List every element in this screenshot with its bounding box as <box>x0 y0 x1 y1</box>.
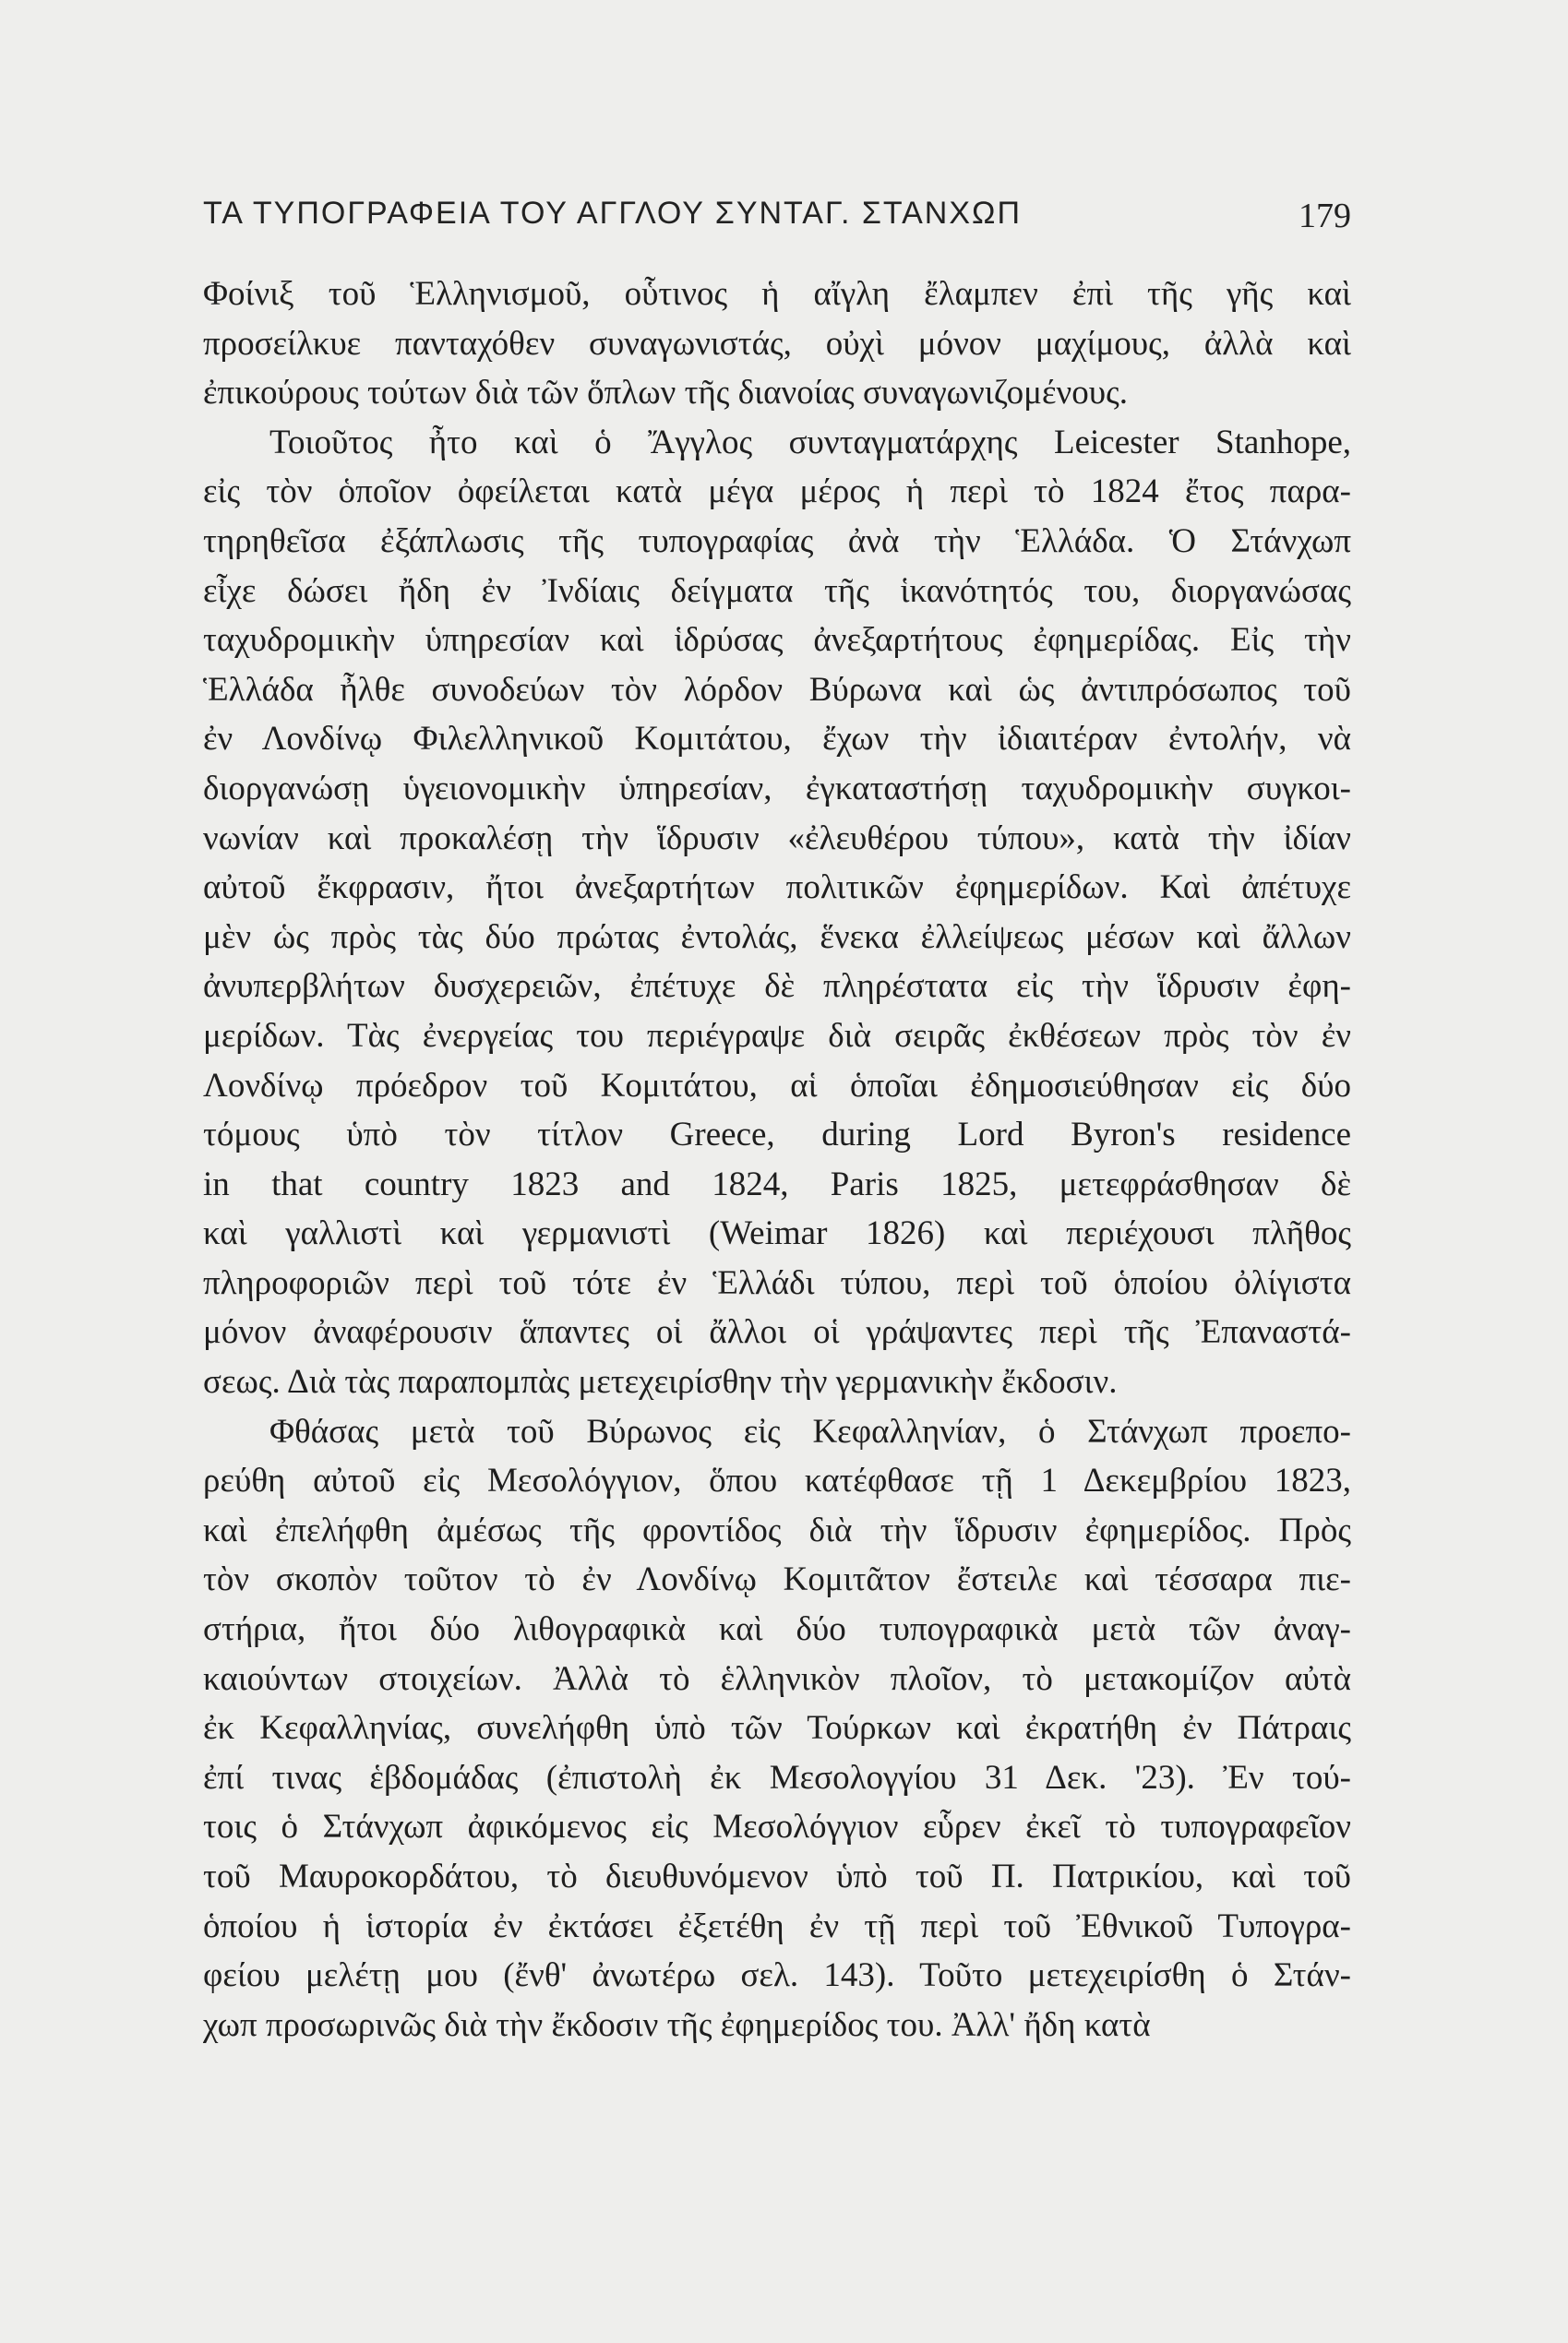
text-line: φείου μελέτῃ μου (ἔνθ' ἀνωτέρω σελ. 143). Τοῦτο μετεχειρίσθη ὁ Στάν- <box>203 1956 1351 1995</box>
text-line: καὶ ἐπελήφθη ἀμέσως τῆς φροντίδος διὰ τὴν ἵδρυσιν ἐφημερίδος. Πρὸς <box>203 1511 1351 1549</box>
text-line: ἀνυπερβλήτων δυσχερειῶν, ἐπέτυχε δὲ πληρέστατα εἰς τὴν ἵδρυσιν ἐφη- <box>203 967 1351 1006</box>
text-line: ταχυδρομικὴν ὑπηρεσίαν καὶ ἱδρύσας ἀνεξαρτήτους ἐφημερίδας. Εἰς τὴν <box>203 621 1351 660</box>
text-line: Τοιοῦτος ἦτο καὶ ὁ Ἄγγλος συνταγματάρχης Leicester Stanhope, <box>269 423 1351 461</box>
text-line: ἐν Λονδίνῳ Φιλελληνικοῦ Κομιτάτου, ἔχων τὴν ἰδιαιτέραν ἐντολήν, νὰ <box>203 720 1351 759</box>
page-header <box>203 196 1351 247</box>
text-line: τόμους ὑπὸ τὸν τίτλον Greece, during Lord Byron's residence <box>203 1116 1351 1154</box>
text-line: σεως. Διὰ τὰς παραπομπὰς μετεχειρίσθην τὴν γερμανικὴν ἔκδοσιν. <box>203 1363 1118 1402</box>
text-line: προσείλκυε πανταχόθεν συναγωνιστάς, οὐχὶ μόνον μαχίμους, ἀλλὰ καὶ <box>203 324 1351 363</box>
text-line: νωνίαν καὶ προκαλέσῃ τὴν ἵδρυσιν «ἐλευθέρου τύπου», κατὰ τὴν ἰδίαν <box>203 819 1351 857</box>
text-line: αὐτοῦ ἔκφρασιν, ἤτοι ἀνεξαρτήτων πολιτικῶν ἐφημερίδων. Καὶ ἀπέτυχε <box>203 868 1351 907</box>
text-line: πληροφοριῶν περὶ τοῦ τότε ἐν Ἑλλάδι τύπου, περὶ τοῦ ὁποίου ὀλίγιστα <box>203 1263 1351 1302</box>
text-line: τὸν σκοπὸν τοῦτον τὸ ἐν Λονδίνῳ Κομιτᾶτον ἔστειλε καὶ τέσσαρα πιε- <box>203 1560 1351 1599</box>
text-line: καὶ γαλλιστὶ καὶ γερμανιστὶ (Weimar 1826) καὶ περιέχουσι πλῆθος <box>203 1214 1351 1253</box>
text-line: τηρηθεῖσα ἐξάπλωσις τῆς τυπογραφίας ἀνὰ τὴν Ἑλλάδα. Ὁ Στάνχωπ <box>203 521 1351 560</box>
text-line: μόνον ἀναφέρουσιν ἅπαντες οἱ ἄλλοι οἱ γράψαντες περὶ τῆς Ἐπαναστά- <box>203 1313 1351 1352</box>
paragraph <box>203 269 1351 418</box>
paragraph <box>203 418 1351 1407</box>
text-line: τοῦ Μαυροκορδάτου, τὸ διευθυνόμενον ὑπὸ τοῦ Π. Πατρικίου, καὶ τοῦ <box>203 1858 1351 1895</box>
page-number: 179 <box>1299 197 1351 235</box>
text-line: Λονδίνῳ πρόεδρον τοῦ Κομιτάτου, αἱ ὁποῖαι ἐδημοσιεύθησαν εἰς δύο <box>203 1066 1351 1105</box>
text-line: εἶχε δώσει ἤδη ἐν Ἰνδίαις δείγματα τῆς ἱκανότητός του, διοργανώσας <box>203 571 1351 610</box>
text-line: Φοίνιξ τοῦ Ἑλληνισμοῦ, οὗτινος ἡ αἴγλη ἔλαμπεν ἐπὶ τῆς γῆς καὶ <box>203 275 1351 313</box>
body-text <box>203 269 1351 2050</box>
text-line: Ἑλλάδα ἦλθε συνοδεύων τὸν λόρδον Βύρωνα καὶ ὡς ἀντιπρόσωπος τοῦ <box>203 670 1351 709</box>
text-line: ἐκ Κεφαλληνίας, συνελήφθη ὑπὸ τῶν Τούρκων καὶ ἐκρατήθη ἐν Πάτραις <box>203 1709 1351 1748</box>
text-line: ρεύθη αὐτοῦ εἰς Μεσολόγγιον, ὅπου κατέφθασε τῇ 1 Δεκεμβρίου 1823, <box>203 1462 1351 1500</box>
text-line: μὲν ὡς πρὸς τὰς δύο πρώτας ἐντολάς, ἕνεκα ἐλλείψεως μέσων καὶ ἄλλων <box>203 917 1351 956</box>
text-line: διοργανώσῃ ὑγειονομικὴν ὑπηρεσίαν, ἐγκαταστήσῃ ταχυδρομικὴν συγκοι- <box>203 769 1351 807</box>
text-line: καιούντων στοιχείων. Ἀλλὰ τὸ ἑλληνικὸν πλοῖον, τὸ μετακομίζον αὐτὰ <box>203 1659 1351 1698</box>
text-line: ἐπί τινας ἑβδομάδας (ἐπιστολὴ ἐκ Μεσολογγίου 31 Δεκ. '23). Ἐν τού- <box>203 1758 1351 1797</box>
paragraph <box>203 1407 1351 2050</box>
text-line: in that country 1823 and 1824, Paris 1825, μετεφράσθησαν δὲ <box>203 1165 1351 1203</box>
text-line: ἐπικούρους τούτων διὰ τῶν ὅπλων τῆς διανοίας συναγωνιζομένους. <box>203 374 1128 412</box>
text-line: μερίδων. Τὰς ἐνεργείας του περιέγραψε διὰ σειρᾶς ἐκθέσεων πρὸς τὸν ἐν <box>203 1016 1351 1055</box>
text-line: Φθάσας μετὰ τοῦ Βύρωνος εἰς Κεφαλληνίαν, ὁ Στάνχωπ προεπο- <box>269 1412 1351 1451</box>
running-title: ΤΑ ΤΥΠΟΓΡΑΦΕΙΑ ΤΟΥ ΑΓΓΛΟΥ ΣΥΝΤΑΓ. ΣΤΑΝΧΩΠ <box>203 196 1022 231</box>
text-line: εἰς τὸν ὁποῖον ὀφείλεται κατὰ μέγα μέρος ἡ περὶ τὸ 1824 ἔτος παρα- <box>203 472 1351 511</box>
text-line: τοις ὁ Στάνχωπ ἀφικόμενος εἰς Μεσολόγγιον εὗρεν ἐκεῖ τὸ τυπογραφεῖον <box>203 1808 1351 1847</box>
text-line: χωπ προσωρινῶς διὰ τὴν ἔκδοσιν τῆς ἐφημερίδος του. Ἀλλ' ἤδη κατὰ <box>203 2005 1151 2044</box>
text-line: ὁποίου ἡ ἱστορία ἐν ἐκτάσει ἐξετέθη ἐν τῇ περὶ τοῦ Ἐθνικοῦ Τυπογρα- <box>203 1907 1351 1945</box>
text-line: στήρια, ἤτοι δύο λιθογραφικὰ καὶ δύο τυπογραφικὰ μετὰ τῶν ἀναγ- <box>203 1610 1351 1649</box>
